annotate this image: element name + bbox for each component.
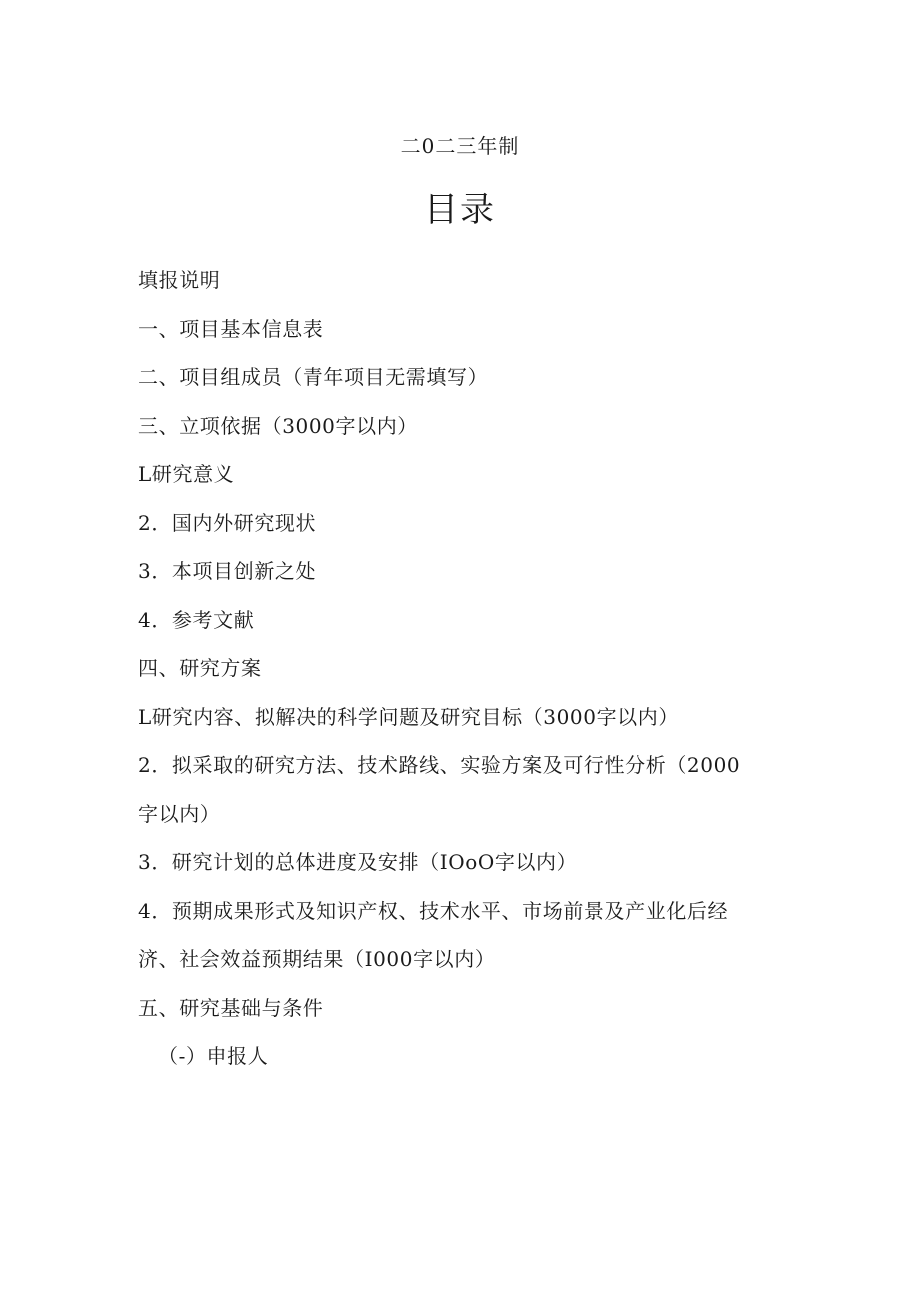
toc-item: 字以内） [138,801,221,826]
toc-item: 五、研究基础与条件 [138,995,324,1020]
toc-item: 四、研究方案 [138,656,262,680]
toc-item: 济、社会效益预期结果（I000字以内） [138,947,496,971]
toc-item: 3．本项目创新之处 [138,559,317,583]
toc-item: 4．参考文献 [138,607,255,632]
toc-item: 一、项目基本信息表 [138,316,324,341]
toc-item: 二、项目组成员（青年项目无需填写） [138,365,489,389]
toc-item: （-）申报人 [158,1044,269,1068]
toc-item: L研究意义 [138,462,235,486]
toc-item: 4．预期成果形式及知识产权、技术水平、市场前景及产业化后经 [138,898,729,923]
table-of-contents [138,256,778,1081]
toc-item: 2．拟采取的研究方法、技术路线、实验方案及可行性分析（2000 [138,753,741,777]
toc-title: 目录 [424,190,496,230]
year-line: 二0二三年制 [400,134,520,158]
toc-item: 3．研究计划的总体进度及安排（IOoO字以内） [138,850,578,874]
toc-item: 三、立项依据（3000字以内） [138,413,418,438]
toc-item: 填报说明 [138,268,221,292]
toc-item: 2．国内外研究现状 [138,510,317,535]
toc-item: L研究内容、拟解决的科学问题及研究目标（3000字以内） [138,704,679,729]
